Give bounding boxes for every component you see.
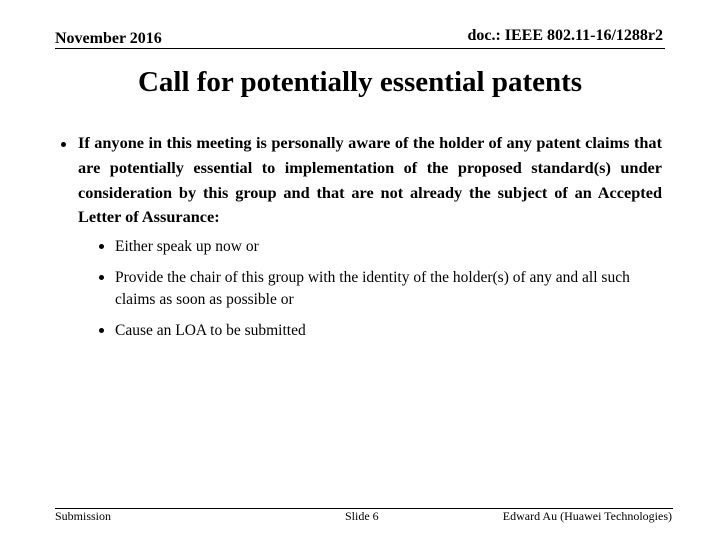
header-doc-id: doc.: IEEE 802.11-16/1288r2 xyxy=(467,27,663,44)
slide-title: Call for potentially essential patents xyxy=(137,66,583,98)
bullet-dot-icon xyxy=(61,142,66,147)
header-date: November 2016 xyxy=(55,30,162,47)
header-divider xyxy=(55,48,665,49)
sub-bullet-dot-icon xyxy=(99,275,104,280)
sub-bullet-1: Either speak up now or xyxy=(115,238,259,255)
main-bullet-text: If anyone in this meeting is personally aware of the holder of any patent claims that are potentially essential to implementation of the proposed standard(s) under consideration by this group and that are not already the subject of an Accepted Letter of Assurance: xyxy=(78,133,662,227)
sub-bullet-3: Cause an LOA to be submitted xyxy=(115,322,306,339)
sub-bullet-dot-icon xyxy=(99,328,104,333)
sub-bullet-2: Provide the chair of this group with the identity of the holder(s) of any and all such claims as soon as possible or xyxy=(115,269,630,308)
footer-slide-number: Slide 6 xyxy=(345,509,379,523)
footer-author: Edward Au (Huawei Technologies) xyxy=(502,509,672,523)
sub-bullet-dot-icon xyxy=(99,244,104,249)
footer-submission: Submission xyxy=(55,509,112,523)
